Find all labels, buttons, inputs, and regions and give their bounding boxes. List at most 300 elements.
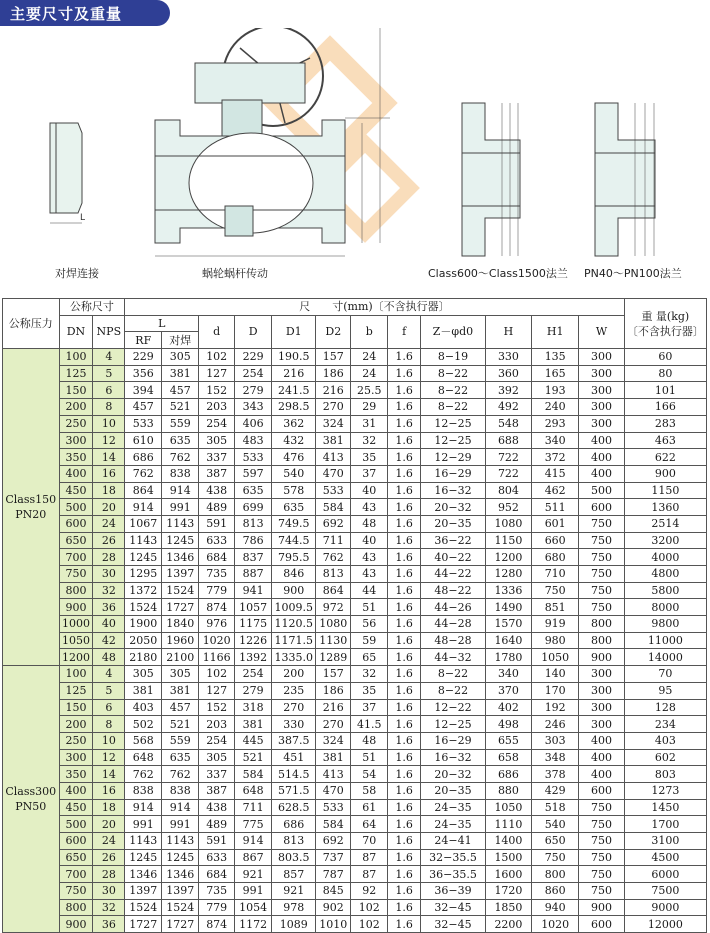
table-cell: 5800 [624,582,706,599]
table-row [3,349,707,366]
table-cell: 70 [351,833,388,850]
table-cell: 100 [59,349,93,366]
table-cell: 1020 [199,632,235,649]
table-cell: 12−25 [421,415,486,432]
table-row [3,883,707,900]
table-cell: 1346 [162,866,199,883]
table-cell: 28 [93,866,125,883]
table-cell: 921 [235,866,272,883]
table-cell: 1840 [162,616,199,633]
table-cell: 92 [351,883,388,900]
table-cell: 29 [351,399,388,416]
table-cell: 1143 [125,532,162,549]
table-cell: 28 [93,549,125,566]
header-size: 公称尺寸 [59,299,125,316]
table-cell: 56 [351,616,388,633]
table-cell: 300 [579,399,624,416]
table-cell: 14000 [624,649,706,666]
table-cell: 14 [93,766,125,783]
table-cell: 750 [579,833,624,850]
header-zd: Z－φd0 [421,315,486,348]
table-cell: 463 [624,432,706,449]
table-cell: 48−28 [421,632,486,649]
table-cell: 127 [199,365,235,382]
table-cell: 1080 [485,515,531,532]
table-cell: 32−45 [421,916,486,933]
table-cell: 400 [579,766,624,783]
table-row [3,666,707,683]
table-cell: 750 [579,849,624,866]
table-cell: 2180 [125,649,162,666]
table-cell: 1.6 [388,632,421,649]
table-cell: 1245 [125,849,162,866]
table-cell: 37 [351,465,388,482]
table-cell: 12 [93,749,125,766]
dim-L-label: L [80,213,86,223]
table-cell: 602 [624,749,706,766]
table-cell: 372 [532,449,579,466]
table-cell: 584 [316,816,351,833]
table-cell: 387 [199,465,235,482]
table-cell: 1171.5 [272,632,316,649]
table-cell: 1166 [199,649,235,666]
table-cell: 533 [316,482,351,499]
table-cell: 1245 [125,549,162,566]
table-cell: 700 [59,866,93,883]
table-cell: 445 [235,732,272,749]
table-cell: 157 [316,349,351,366]
table-cell: 914 [162,482,199,499]
header-weight [624,299,706,349]
table-cell: 540 [272,465,316,482]
table-cell: 722 [485,449,531,466]
table-cell: 559 [162,732,199,749]
table-cell: 125 [59,365,93,382]
table-cell: 8−22 [421,382,486,399]
table-cell: 170 [532,682,579,699]
table-cell: 102 [351,899,388,916]
table-cell: 952 [485,499,531,516]
table-cell: 43 [351,549,388,566]
table-cell: 102 [199,666,235,683]
table-cell: 1172 [235,916,272,933]
table-cell: 492 [485,399,531,416]
table-cell: 762 [125,465,162,482]
table-cell: 750 [579,515,624,532]
table-cell: 735 [199,566,235,583]
table-cell: 343 [235,399,272,416]
table-cell: 851 [532,599,579,616]
table-cell: 1010 [316,916,351,933]
table-cell: 6000 [624,866,706,883]
table-cell: 750 [579,532,624,549]
header-weight-line1: 重 量(kg) [641,309,690,323]
table-cell: 1.6 [388,799,421,816]
table-cell: 514.5 [272,766,316,783]
table-cell: 25.5 [351,382,388,399]
table-cell: 1.6 [388,899,421,916]
table-cell: 750 [579,566,624,583]
table-cell: 300 [579,349,624,366]
table-row [3,866,707,883]
table-cell: 991 [235,883,272,900]
header-dn: DN [59,315,93,348]
table-cell: 42 [93,632,125,649]
table-cell: 686 [485,766,531,783]
table-row [3,449,707,466]
table-cell: 20−32 [421,499,486,516]
table-cell: 921 [272,883,316,900]
table-cell: 750 [59,883,93,900]
table-cell: 340 [485,666,531,683]
table-cell: 200 [59,399,93,416]
table-cell: 1727 [162,599,199,616]
table-cell: 203 [199,399,235,416]
table-cell: 6 [93,382,125,399]
table-cell: 20 [93,816,125,833]
table-cell: 1392 [235,649,272,666]
table-cell: 403 [125,699,162,716]
table-cell: 400 [579,732,624,749]
table-row [3,916,707,933]
header-f: f [388,315,421,348]
table-cell: 101 [624,382,706,399]
table-cell: 356 [125,365,162,382]
table-cell: 1057 [235,599,272,616]
table-cell: 12−29 [421,449,486,466]
table-body [3,349,707,933]
table-cell: 1.6 [388,666,421,683]
table-cell: 795.5 [272,549,316,566]
table-cell: 1.6 [388,432,421,449]
table-cell: 1.6 [388,732,421,749]
table-cell: 400 [579,465,624,482]
table-cell: 900 [579,649,624,666]
table-cell: 293 [532,415,579,432]
table-cell: 1.6 [388,833,421,850]
table-cell: 340 [532,432,579,449]
table-cell: 838 [162,465,199,482]
table-cell: 400 [579,449,624,466]
table-cell: 413 [316,766,351,783]
table-cell: 65 [351,649,388,666]
table-cell: 429 [532,782,579,799]
table-cell: 381 [235,716,272,733]
table-cell: 457 [125,399,162,416]
table-cell: 30 [93,566,125,583]
caption-class600-flange: Class600～Class1500法兰 [428,267,568,280]
table-cell: 451 [272,749,316,766]
table-cell: 381 [125,682,162,699]
table-row [3,699,707,716]
table-cell: 1.6 [388,382,421,399]
header-L: L [125,315,199,332]
table-cell: 298.5 [272,399,316,416]
table-cell: 1372 [125,582,162,599]
table-cell: 270 [316,716,351,733]
table-cell: 32 [351,432,388,449]
table-cell: 95 [624,682,706,699]
table-cell: 838 [162,782,199,799]
class600-flange-drawing [462,103,520,256]
table-cell: 400 [579,749,624,766]
table-cell: 684 [199,866,235,883]
table-cell: 8−19 [421,349,486,366]
table-row [3,532,707,549]
table-cell: 470 [316,782,351,799]
header-D2: D2 [316,315,351,348]
table-cell: 1720 [485,883,531,900]
butt-weld-drawing [50,123,85,223]
table-cell: 750 [579,866,624,883]
table-cell: 305 [199,432,235,449]
table-cell: 400 [59,465,93,482]
table-row [3,899,707,916]
table-cell: 250 [59,415,93,432]
table-cell: 1.6 [388,349,421,366]
table-cell: 635 [272,499,316,516]
table-cell: 1640 [485,632,531,649]
table-cell: 16 [93,465,125,482]
table-row [3,515,707,532]
table-cell: 300 [579,716,624,733]
table-cell: 735 [199,883,235,900]
table-cell: 1.6 [388,499,421,516]
pn40-flange-drawing [595,103,655,256]
table-cell: 874 [199,599,235,616]
table-cell: 348 [532,749,579,766]
table-row [3,482,707,499]
table-cell: 914 [125,499,162,516]
table-cell: 190.5 [272,349,316,366]
table-cell: 1.6 [388,716,421,733]
table-cell: 1727 [125,916,162,933]
table-cell: 845 [316,883,351,900]
table-cell: 11000 [624,632,706,649]
table-cell: 628.5 [272,799,316,816]
table-cell: 1273 [624,782,706,799]
table-row [3,382,707,399]
table-cell: 498 [485,716,531,733]
table-cell: 837 [235,549,272,566]
table-cell: 1050 [59,632,93,649]
table-cell: 32 [351,666,388,683]
table-cell: 229 [235,349,272,366]
table-cell: 779 [199,582,235,599]
table-row [3,632,707,649]
table-cell: 40 [351,482,388,499]
table-cell: 44 [351,582,388,599]
table-cell: 500 [579,482,624,499]
table-cell: 378 [532,766,579,783]
table-cell: 18 [93,799,125,816]
table-cell: 1.6 [388,549,421,566]
table-cell: 20−35 [421,782,486,799]
table-row [3,365,707,382]
table-cell: 350 [59,449,93,466]
table-cell: 1200 [59,649,93,666]
caption-pn40-flange: PN40～PN100法兰 [584,267,682,280]
table-cell: 8−22 [421,666,486,683]
table-cell: 1780 [485,649,531,666]
table-cell: 650 [532,833,579,850]
table-cell: 5 [93,682,125,699]
table-cell: 192 [532,699,579,716]
table-cell: 591 [199,515,235,532]
table-cell: 521 [162,399,199,416]
table-cell: 635 [162,432,199,449]
table-cell: 59 [351,632,388,649]
table-cell: 914 [235,833,272,850]
table-cell: 762 [162,766,199,783]
table-cell: 200 [272,666,316,683]
table-cell: 483 [235,432,272,449]
table-cell: 1226 [235,632,272,649]
table-cell: 193 [532,382,579,399]
table-cell: 241.5 [272,382,316,399]
table-cell: 1900 [125,616,162,633]
table-cell: 20−32 [421,766,486,783]
table-cell: 1067 [125,515,162,532]
table-cell: 1.6 [388,465,421,482]
table-cell: 48 [93,649,125,666]
table-cell: 1490 [485,599,531,616]
table-row [3,849,707,866]
table-cell: 1110 [485,816,531,833]
table-cell: 813 [235,515,272,532]
table-row [3,616,707,633]
table-cell: 102 [351,916,388,933]
table-cell: 900 [272,582,316,599]
table-cell: 24 [93,515,125,532]
table-cell: 403 [624,732,706,749]
table-cell: 919 [532,616,579,633]
table-cell: 9800 [624,616,706,633]
table-cell: 102 [199,349,235,366]
table-cell: 43 [351,499,388,516]
table-cell: 762 [316,549,351,566]
table-cell: 457 [162,699,199,716]
table-cell: 787 [316,866,351,883]
table-cell: 1.6 [388,649,421,666]
table-cell: 622 [624,449,706,466]
table-cell: 300 [59,749,93,766]
header-d: d [199,315,235,348]
table-cell: 254 [235,365,272,382]
table-cell: 1150 [624,482,706,499]
table-cell: 300 [579,415,624,432]
table-row [3,816,707,833]
table-row [3,399,707,416]
table-cell: 12000 [624,916,706,933]
table-cell: 633 [199,849,235,866]
table-cell: 350 [59,766,93,783]
table-cell: 51 [351,599,388,616]
table-cell: 80 [624,365,706,382]
table-cell: 64 [351,816,388,833]
table-cell: 1360 [624,499,706,516]
section-title: 主要尺寸及重量 [10,5,123,23]
table-cell: 1.6 [388,532,421,549]
table-cell: 600 [59,515,93,532]
table-cell: 127 [199,682,235,699]
table-cell: 846 [272,566,316,583]
table-row [3,833,707,850]
table-cell: 20−35 [421,515,486,532]
table-cell: 914 [162,799,199,816]
table-cell: 648 [125,749,162,766]
table-cell: 880 [485,782,531,799]
table-cell: 24 [93,833,125,850]
table-cell: 229 [125,349,162,366]
table-cell: 4 [93,349,125,366]
table-cell: 1.6 [388,766,421,783]
table-cell: 711 [316,532,351,549]
table-cell: 1397 [125,883,162,900]
table-cell: 10 [93,415,125,432]
table-cell: 279 [235,382,272,399]
table-cell: 584 [235,766,272,783]
table-cell: 518 [532,799,579,816]
table-cell: 1850 [485,899,531,916]
table-cell: 30 [93,883,125,900]
table-cell: 1.6 [388,849,421,866]
table-cell: 800 [59,582,93,599]
header-H1: H1 [532,315,579,348]
table-cell: 48 [351,515,388,532]
table-cell: 16−32 [421,482,486,499]
table-cell: 43 [351,566,388,583]
table-cell: 135 [532,349,579,366]
table-cell: 40 [351,532,388,549]
table-cell: 87 [351,849,388,866]
header-H: H [485,315,531,348]
table-cell: 36 [93,599,125,616]
table-cell: 762 [125,766,162,783]
table-cell: 1.6 [388,399,421,416]
table-cell: 1570 [485,616,531,633]
table-cell: 533 [125,415,162,432]
table-cell: 860 [532,883,579,900]
table-cell: 9000 [624,899,706,916]
table-cell: 1.6 [388,365,421,382]
table-cell: 14 [93,449,125,466]
table-cell: 803 [624,766,706,783]
table-cell: 216 [316,382,351,399]
table-row [3,799,707,816]
table-cell: 1280 [485,566,531,583]
table-cell: 1.6 [388,449,421,466]
table-cell: 305 [199,749,235,766]
table-cell: 303 [532,732,579,749]
header-W: W [579,315,624,348]
table-cell: 1245 [162,532,199,549]
table-cell: 1346 [162,549,199,566]
table-cell: 300 [59,432,93,449]
table-cell: 300 [579,699,624,716]
table-cell: 1009.5 [272,599,316,616]
table-cell: 1050 [532,649,579,666]
table-cell: 1500 [485,849,531,866]
table-cell: 655 [485,732,531,749]
table-cell: 8−22 [421,365,486,382]
table-cell: 750 [579,799,624,816]
table-cell: 58 [351,782,388,799]
valve-drawings [0,28,710,290]
table-cell: 1200 [485,549,531,566]
table-cell: 511 [532,499,579,516]
table-cell: 750 [532,849,579,866]
